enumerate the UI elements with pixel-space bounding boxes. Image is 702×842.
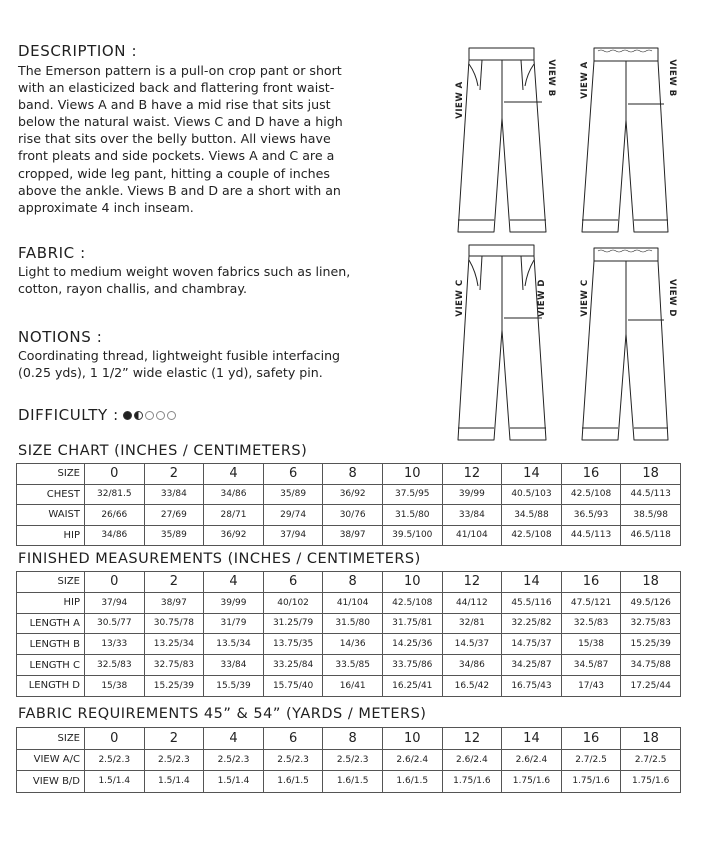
description-line: above the ankle. Views B and D are a short with an: [18, 182, 341, 198]
size-column-header: 10: [382, 572, 442, 593]
size-column-header: 4: [204, 464, 264, 485]
table-cell: 2.5/2.3: [144, 749, 204, 771]
table-cell: 34/86: [85, 525, 145, 546]
size-column-header: 6: [263, 464, 323, 485]
table-cell: 13.5/34: [204, 634, 264, 655]
table-cell: 45.5/116: [502, 592, 562, 613]
size-column-header: 10: [382, 464, 442, 485]
table-cell: 33/84: [204, 655, 264, 676]
finished-measurements-title: FINISHED MEASUREMENTS (INCHES / CENTIMETERS): [18, 551, 421, 567]
table-row: [17, 749, 681, 771]
table-cell: 35/89: [263, 484, 323, 505]
row-label: LENGTH A: [17, 613, 85, 634]
table-row: [17, 675, 681, 696]
table-cell: 42.5/108: [561, 484, 621, 505]
table-row: [17, 634, 681, 655]
size-column-header: 10: [382, 728, 442, 750]
table-cell: 34.5/87: [561, 655, 621, 676]
row-label: LENGTH B: [17, 634, 85, 655]
table-cell: 13/33: [85, 634, 145, 655]
table-cell: 16.5/42: [442, 675, 502, 696]
fabric-line: Light to medium weight woven fabrics such as linen,: [18, 264, 351, 279]
table-cell: 38/97: [144, 592, 204, 613]
table-cell: 31/79: [204, 613, 264, 634]
fabric-title: FABRIC :: [18, 244, 86, 262]
table-cell: 2.5/2.3: [263, 749, 323, 771]
table-cell: 28/71: [204, 505, 264, 526]
size-column-header: 6: [263, 572, 323, 593]
table-cell: 37.5/95: [382, 484, 442, 505]
garment-illustrations: [452, 40, 692, 450]
table-cell: 1.6/1.5: [382, 771, 442, 793]
size-column-header: 8: [323, 464, 383, 485]
table-cell: 1.5/1.4: [204, 771, 264, 793]
view-label: VIEW B: [546, 59, 556, 97]
table-cell: 37/94: [85, 592, 145, 613]
table-cell: 15.5/39: [204, 675, 264, 696]
finished-measurements-table: [16, 571, 681, 697]
table-cell: 29/74: [263, 505, 323, 526]
size-column-header: 14: [502, 572, 562, 593]
table-cell: 1.75/1.6: [621, 771, 681, 793]
description-line: The Emerson pattern is a pull-on crop pant or short: [18, 63, 342, 78]
size-chart-table: [16, 463, 681, 546]
size-column-header: 2: [144, 728, 204, 750]
fabric-text: [18, 263, 383, 297]
size-column-header: 8: [323, 572, 383, 593]
table-cell: 33.25/84: [263, 655, 323, 676]
table-cell: 1.75/1.6: [442, 771, 502, 793]
table-cell: 34/86: [442, 655, 502, 676]
fabric-requirements-title: FABRIC REQUIREMENTS 45” & 54” (YARDS / METERS): [18, 706, 427, 722]
size-header-label: SIZE: [17, 728, 85, 750]
table-cell: 1.5/1.4: [85, 771, 145, 793]
table-cell: 1.5/1.4: [144, 771, 204, 793]
view-label: VIEW C: [455, 279, 465, 317]
size-header-label: SIZE: [17, 464, 85, 485]
size-column-header: 18: [621, 728, 681, 750]
difficulty-dot: [123, 411, 132, 420]
table-cell: 14.75/37: [502, 634, 562, 655]
table-cell: 2.7/2.5: [561, 749, 621, 771]
size-column-header: 14: [502, 464, 562, 485]
table-cell: 2.5/2.3: [85, 749, 145, 771]
size-header-row: [17, 728, 681, 750]
table-cell: 33.75/86: [382, 655, 442, 676]
table-cell: 39/99: [442, 484, 502, 505]
size-column-header: 16: [561, 464, 621, 485]
table-cell: 13.75/35: [263, 634, 323, 655]
size-header-row: [17, 464, 681, 485]
table-cell: 14/36: [323, 634, 383, 655]
table-cell: 32/81: [442, 613, 502, 634]
view-label: VIEW D: [667, 279, 677, 317]
table-cell: 40/102: [263, 592, 323, 613]
table-cell: 16.75/43: [502, 675, 562, 696]
table-cell: 31.75/81: [382, 613, 442, 634]
notions-text: [18, 347, 383, 381]
view-label: VIEW A: [580, 61, 590, 99]
table-cell: 41/104: [442, 525, 502, 546]
difficulty-dot: [134, 411, 143, 420]
difficulty-rating: [18, 406, 178, 424]
table-cell: 32.75/83: [621, 613, 681, 634]
table-cell: 39/99: [204, 592, 264, 613]
table-cell: 14.25/36: [382, 634, 442, 655]
table-cell: 1.75/1.6: [502, 771, 562, 793]
table-cell: 2.5/2.3: [323, 749, 383, 771]
size-chart-title: SIZE CHART (INCHES / CENTIMETERS): [18, 443, 308, 459]
size-column-header: 12: [442, 728, 502, 750]
table-row: [17, 592, 681, 613]
difficulty-dots: [123, 411, 178, 420]
size-column-header: 16: [561, 728, 621, 750]
description-line: band. Views A and B have a mid rise that sits just: [18, 97, 331, 113]
table-cell: 31.5/80: [382, 505, 442, 526]
table-row: [17, 505, 681, 526]
table-row: [17, 613, 681, 634]
table-row: [17, 484, 681, 505]
table-cell: 2.6/2.4: [442, 749, 502, 771]
table-cell: 15.25/39: [144, 675, 204, 696]
table-cell: 41/104: [323, 592, 383, 613]
description-line: with an elasticized back and flattering front waist-: [18, 80, 335, 96]
row-label: VIEW A/C: [17, 749, 85, 771]
size-column-header: 12: [442, 464, 502, 485]
table-cell: 2.5/2.3: [204, 749, 264, 771]
difficulty-dot: [145, 411, 154, 420]
size-column-header: 4: [204, 572, 264, 593]
description-title: DESCRIPTION :: [18, 42, 138, 60]
size-column-header: 0: [85, 572, 145, 593]
table-cell: 15.75/40: [263, 675, 323, 696]
description-line: rise that sits over the belly button. All views have: [18, 131, 331, 147]
difficulty-dot: [156, 411, 165, 420]
table-cell: 14.5/37: [442, 634, 502, 655]
table-cell: 34.75/88: [621, 655, 681, 676]
table-cell: 1.6/1.5: [323, 771, 383, 793]
row-label: HIP: [17, 525, 85, 546]
description-text: [18, 62, 383, 216]
table-cell: 31.25/79: [263, 613, 323, 634]
table-row: [17, 655, 681, 676]
table-cell: 40.5/103: [502, 484, 562, 505]
view-ab-back-illustration: [582, 48, 668, 232]
table-cell: 30/76: [323, 505, 383, 526]
row-label: CHEST: [17, 484, 85, 505]
view-label: VIEW A: [455, 81, 465, 119]
table-row: [17, 771, 681, 793]
table-cell: 15/38: [85, 675, 145, 696]
table-cell: 30.5/77: [85, 613, 145, 634]
table-cell: 31.5/80: [323, 613, 383, 634]
table-cell: 16.25/41: [382, 675, 442, 696]
table-cell: 17/43: [561, 675, 621, 696]
table-cell: 33/84: [442, 505, 502, 526]
table-cell: 44.5/113: [561, 525, 621, 546]
description-line: approximate 4 inch inseam.: [18, 199, 194, 215]
size-column-header: 14: [502, 728, 562, 750]
row-label: LENGTH C: [17, 655, 85, 676]
table-row: [17, 525, 681, 546]
view-label: VIEW D: [537, 279, 547, 317]
size-column-header: 12: [442, 572, 502, 593]
table-cell: 30.75/78: [144, 613, 204, 634]
table-cell: 36.5/93: [561, 505, 621, 526]
difficulty-dot: [167, 411, 176, 420]
table-cell: 39.5/100: [382, 525, 442, 546]
table-cell: 42.5/108: [502, 525, 562, 546]
table-cell: 36/92: [323, 484, 383, 505]
size-column-header: 6: [263, 728, 323, 750]
size-column-header: 18: [621, 572, 681, 593]
table-cell: 17.25/44: [621, 675, 681, 696]
table-cell: 44.5/113: [621, 484, 681, 505]
table-cell: 2.6/2.4: [382, 749, 442, 771]
table-cell: 35/89: [144, 525, 204, 546]
table-cell: 36/92: [204, 525, 264, 546]
description-line: below the natural waist. Views C and D have a high: [18, 114, 343, 130]
fabric-requirements-table: [16, 727, 681, 793]
notions-title: NOTIONS :: [18, 328, 103, 346]
size-column-header: 18: [621, 464, 681, 485]
table-cell: 47.5/121: [561, 592, 621, 613]
description-line: cropped, wide leg pant, hitting a couple of inches: [18, 165, 330, 181]
difficulty-title: DIFFICULTY :: [18, 406, 119, 424]
table-cell: 33/84: [144, 484, 204, 505]
view-cd-back-illustration: [582, 248, 668, 440]
size-column-header: 0: [85, 464, 145, 485]
view-c-front-illustration: [458, 245, 546, 440]
view-label: VIEW C: [580, 279, 590, 317]
table-cell: 38.5/98: [621, 505, 681, 526]
row-label: LENGTH D: [17, 675, 85, 696]
table-cell: 27/69: [144, 505, 204, 526]
table-cell: 44/112: [442, 592, 502, 613]
table-cell: 34.5/88: [502, 505, 562, 526]
table-cell: 1.6/1.5: [263, 771, 323, 793]
row-label: VIEW B/D: [17, 771, 85, 793]
size-column-header: 0: [85, 728, 145, 750]
fabric-line: cotton, rayon challis, and chambray.: [18, 281, 248, 297]
size-column-header: 16: [561, 572, 621, 593]
table-cell: 2.6/2.4: [502, 749, 562, 771]
row-label: HIP: [17, 592, 85, 613]
size-column-header: 2: [144, 572, 204, 593]
table-cell: 32.5/83: [561, 613, 621, 634]
table-cell: 1.75/1.6: [561, 771, 621, 793]
notions-line: Coordinating thread, lightweight fusible interfacing: [18, 348, 341, 363]
table-cell: 15.25/39: [621, 634, 681, 655]
table-cell: 2.7/2.5: [621, 749, 681, 771]
table-cell: 37/94: [263, 525, 323, 546]
table-cell: 49.5/126: [621, 592, 681, 613]
size-header-row: [17, 572, 681, 593]
table-cell: 34/86: [204, 484, 264, 505]
view-a-front-illustration: [458, 48, 546, 232]
table-cell: 16/41: [323, 675, 383, 696]
table-cell: 46.5/118: [621, 525, 681, 546]
table-cell: 32.25/82: [502, 613, 562, 634]
table-cell: 32.5/83: [85, 655, 145, 676]
table-cell: 42.5/108: [382, 592, 442, 613]
size-header-label: SIZE: [17, 572, 85, 593]
table-cell: 38/97: [323, 525, 383, 546]
table-cell: 15/38: [561, 634, 621, 655]
table-cell: 13.25/34: [144, 634, 204, 655]
table-cell: 26/66: [85, 505, 145, 526]
table-cell: 34.25/87: [502, 655, 562, 676]
view-label: VIEW B: [667, 59, 677, 97]
row-label: WAIST: [17, 505, 85, 526]
table-cell: 33.5/85: [323, 655, 383, 676]
notions-line: (0.25 yds), 1 1/2” wide elastic (1 yd), safety pin.: [18, 365, 323, 381]
size-column-header: 8: [323, 728, 383, 750]
table-cell: 32/81.5: [85, 484, 145, 505]
size-column-header: 4: [204, 728, 264, 750]
description-line: front pleats and side pockets. Views A and C are a: [18, 148, 335, 164]
size-column-header: 2: [144, 464, 204, 485]
table-cell: 32.75/83: [144, 655, 204, 676]
